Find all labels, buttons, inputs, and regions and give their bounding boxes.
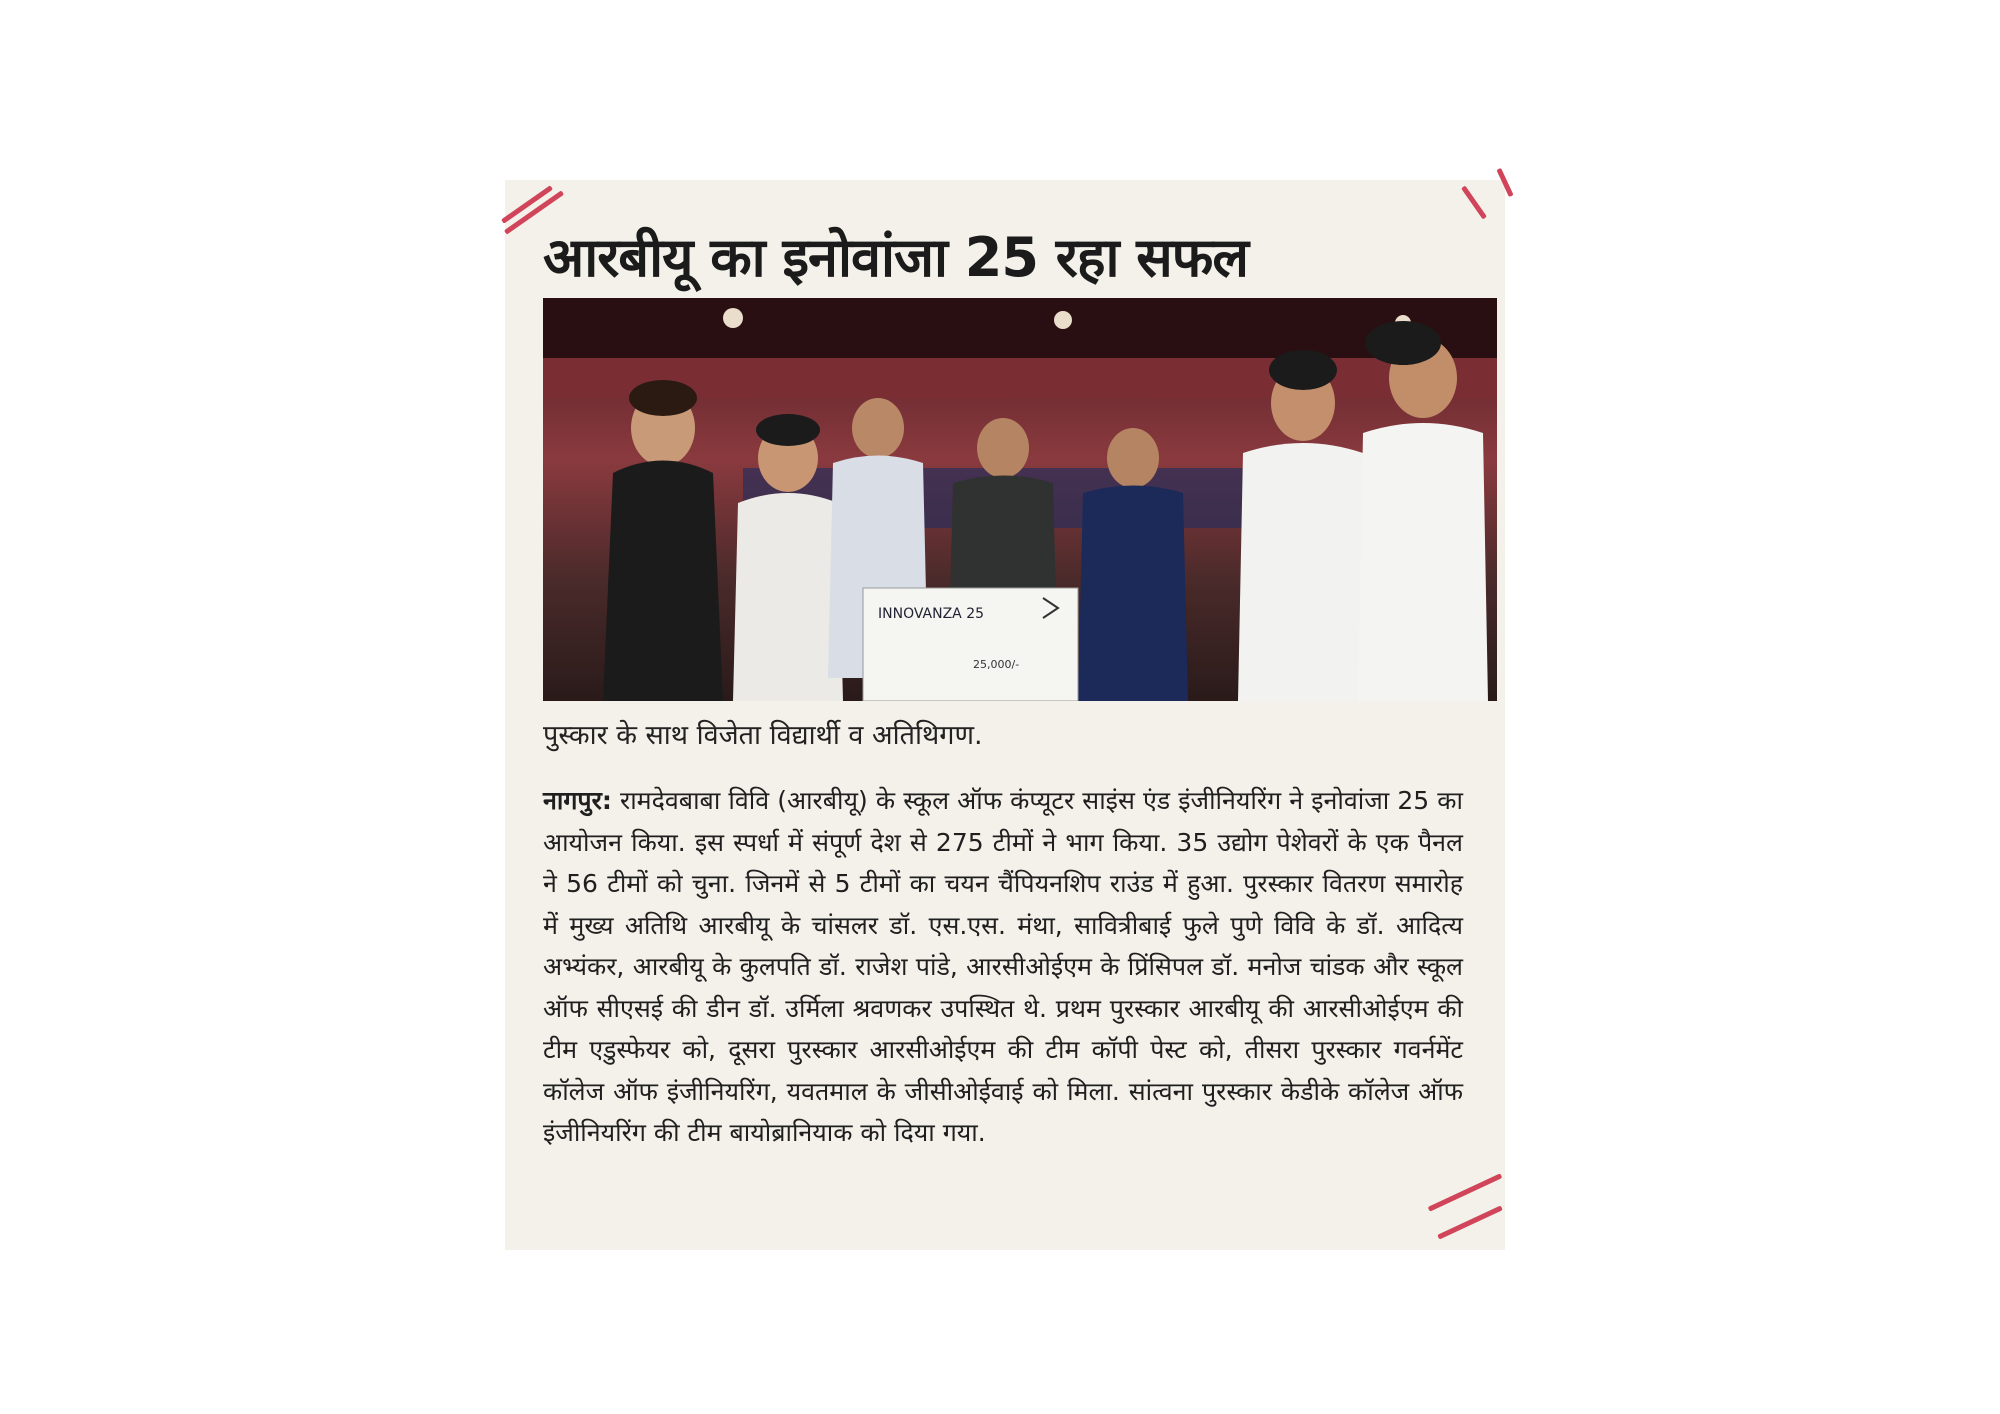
headline: आरबीयू का इनोवांजा 25 रहा सफल [543, 226, 1249, 289]
article-text: रामदेवबाबा विवि (आरबीयू) के स्कूल ऑफ कंप्यूटर साइंस एंड इंजीनियरिंग ने इनोवांजा 25 का आयोजन किया. इस स्पर्धा में संपूर्ण देश से 275 टीमों ने भाग किया. 35 उद्योग पेशेवरों के एक पैनल ने 56 टीमों को चुना. जिनमें से 5 टीमों का चयन चैंपियनशिप राउंड में हुआ. पुरस्कार वितरण समारोह में मुख्य अतिथि आरबीयू के चांसलर डॉ. एस.एस. मंथा, सावित्रीबाई फुले पुणे विवि के डॉ. आदित्य अभ्यंकर, आरबीयू के कुलपति डॉ. राजेश पांडे, आरसीओईएम के प्रिंसिपल डॉ. मनोज चांडक और स्कूल ऑफ सीएसई की डीन डॉ. उर्मिला श्रवणकर उपस्थित थे. प्रथम पुरस्कार आरबीयू की आरसीओईएम की टीम एडुस्फेयर को, दूसरा पुरस्कार आरसीओईएम की टीम कॉपी पेस्ट को, तीसरा पुरस्कार गवर्नमेंट कॉलेज ऑफ इंजीनियरिंग, यवतमाल के जीसीओईवाई को मिला. सांत्वना पुरस्कार केडीके कॉलेज ऑफ इंजीनियरिंग की टीम बायोब्रानियाक को दिया गया. [543, 786, 1463, 1147]
cheque-label: INNOVANZA 25 [878, 606, 985, 622]
clip-marker [1461, 186, 1487, 220]
dateline: नागपुर: [543, 786, 612, 815]
photo-caption: पुस्कार के साथ विजेता विद्यार्थी व अतिथिगण. [543, 720, 983, 751]
news-photo [543, 298, 1497, 701]
article-body [543, 780, 1463, 1154]
clip-marker [1496, 168, 1513, 197]
clip-marker [1437, 1205, 1503, 1239]
cheque-amount: 25,000/- [973, 658, 1020, 671]
clip-marker [1428, 1173, 1503, 1211]
award-ceremony-photo [543, 298, 1497, 701]
newspaper-clipping [505, 180, 1505, 1250]
